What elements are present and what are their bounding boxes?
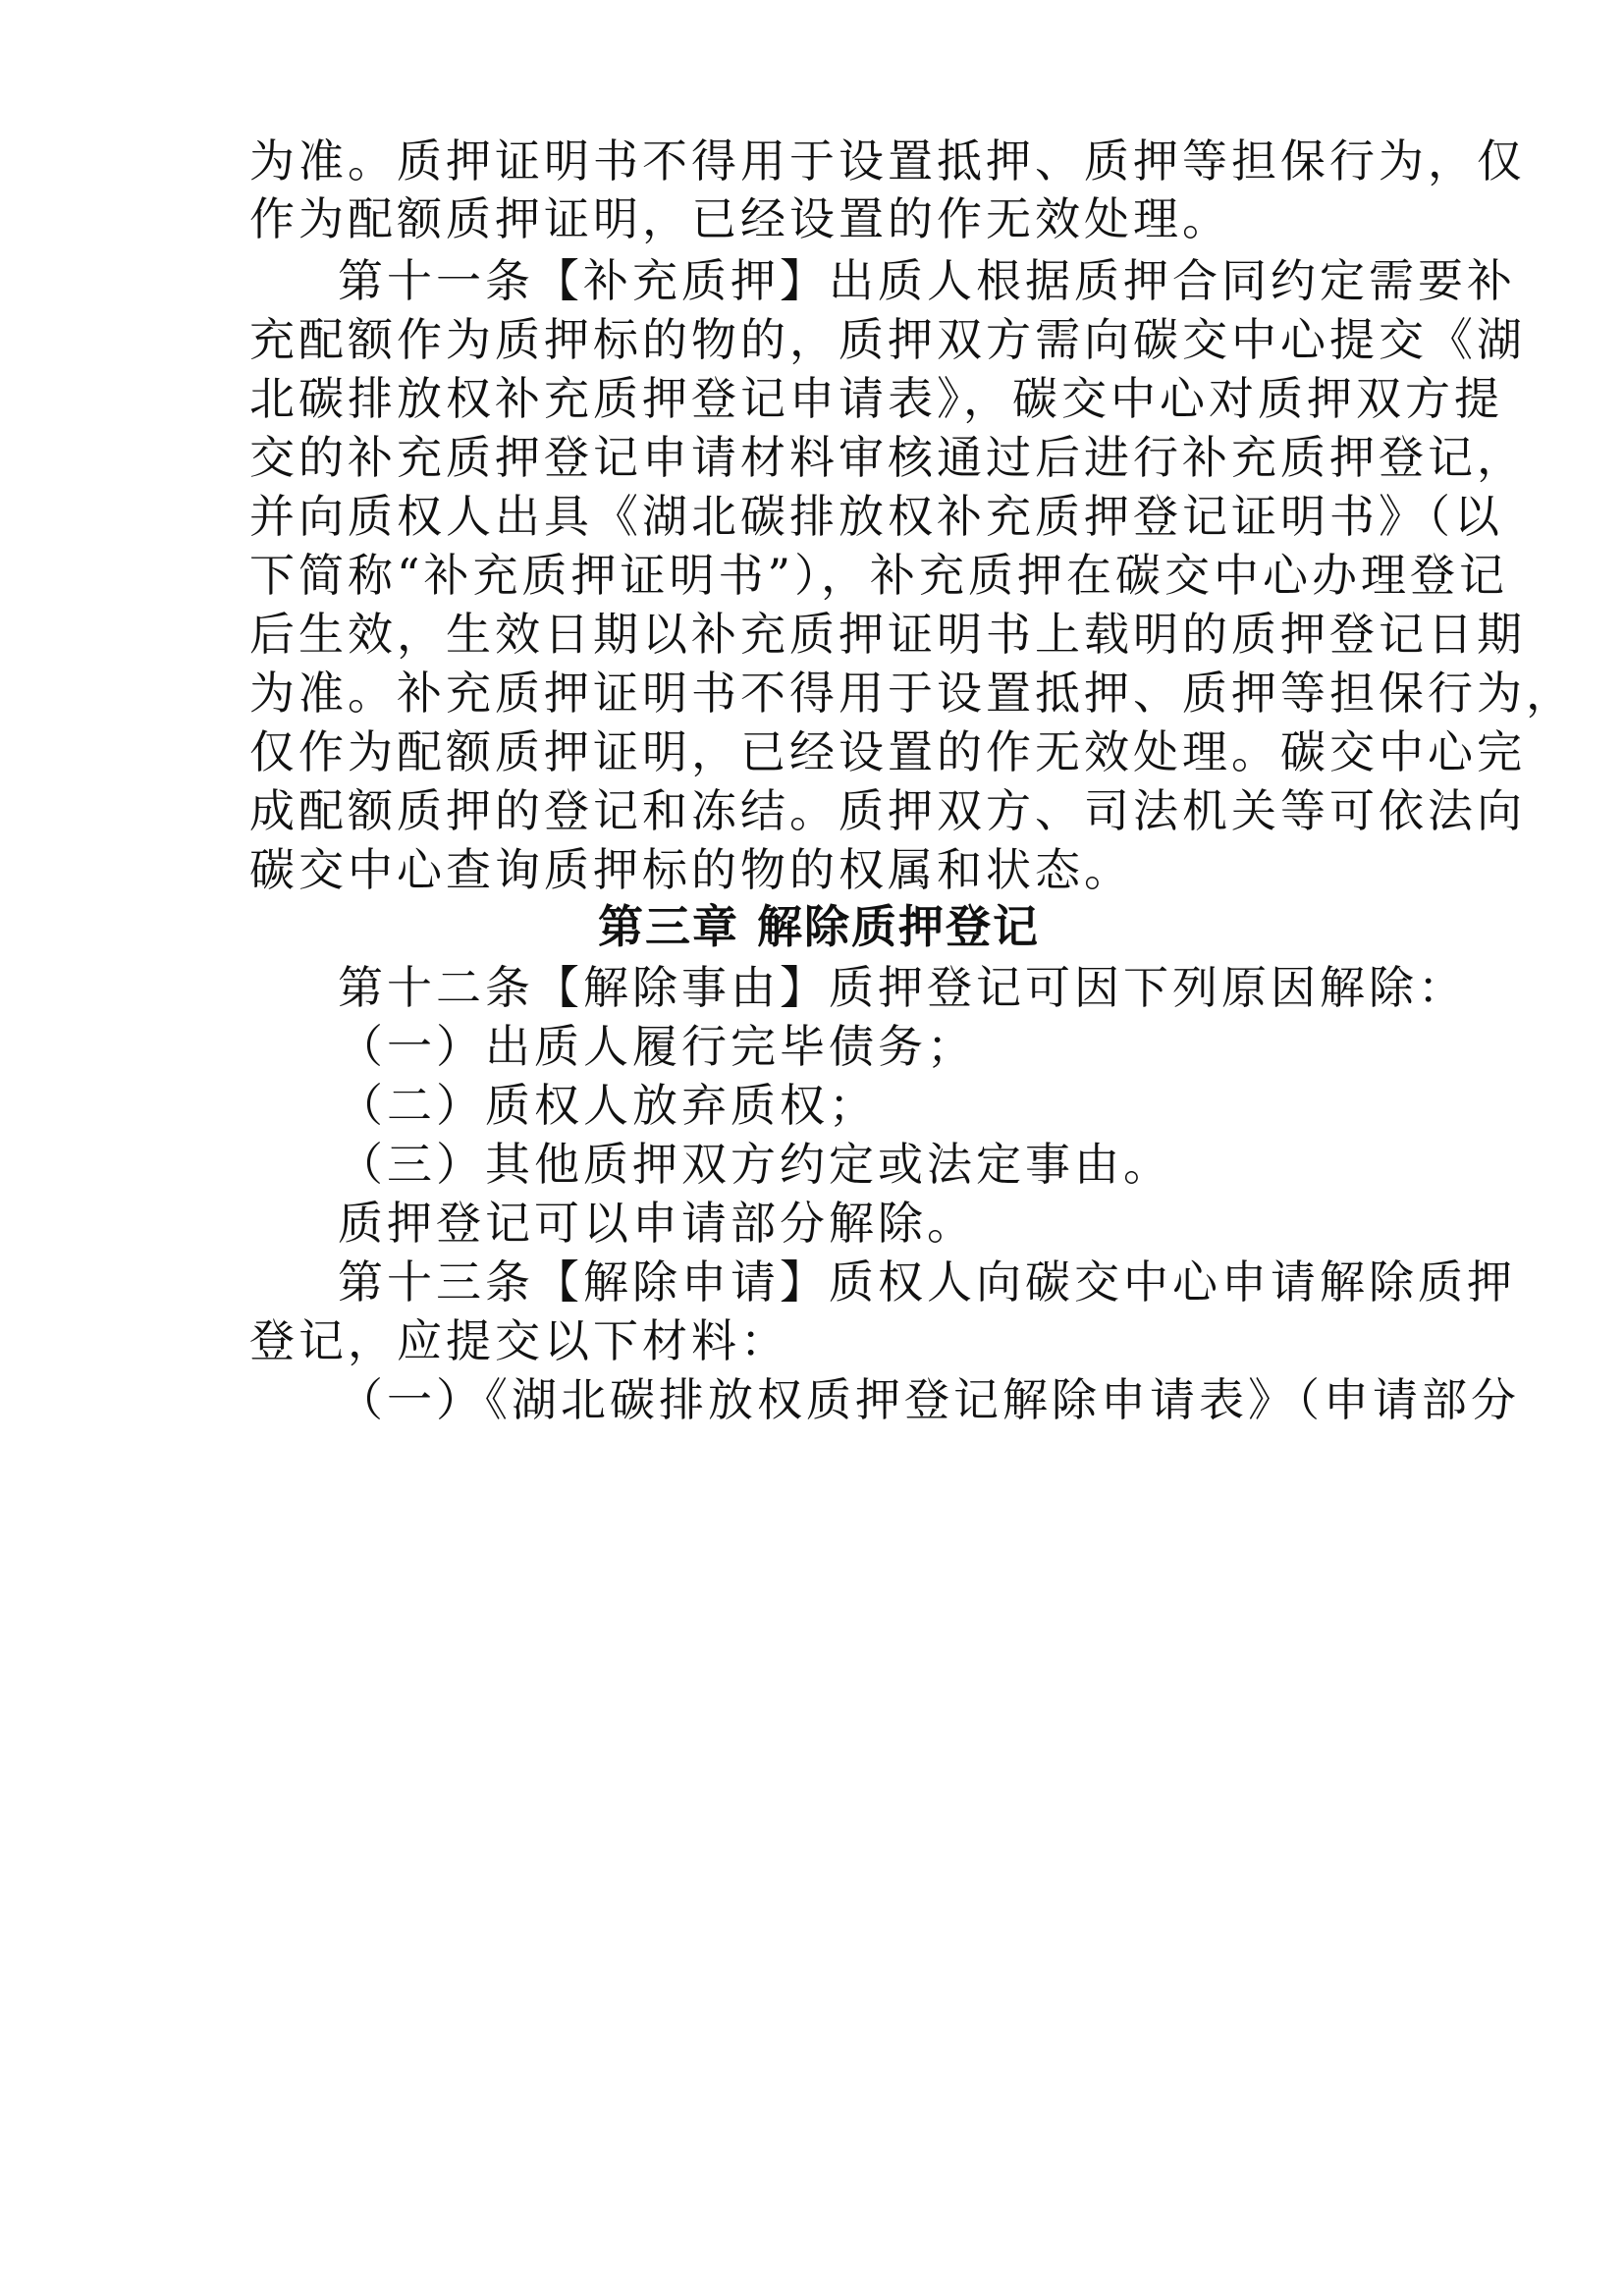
paragraph-line: 作为配额质押证明，已经设置的作无效处理。 [249, 192, 1231, 245]
paragraph-line: 仅作为配额质押证明，已经设置的作无效处理。碳交中心完 [249, 725, 1526, 778]
paragraph-line: 充配额作为质押标的物的，质押双方需向碳交中心提交《湖 [249, 313, 1526, 366]
list-item: （一）出质人履行完毕债务； [338, 1020, 976, 1073]
article-13-line: 第十三条【解除申请】质权人向碳交中心申请解除质押 [338, 1255, 1516, 1308]
paragraph-line: 并向质权人出具《湖北碳排放权补充质押登记证明书》（以 [249, 490, 1503, 543]
paragraph-line: 为准。质押证明书不得用于设置抵押、质押等担保行为，仅 [249, 134, 1526, 187]
paragraph-line: 为准。补充质押证明书不得用于设置抵押、质押等担保行为， [249, 667, 1575, 720]
paragraph-line: 成配额质押的登记和冻结。质押双方、司法机关等可依法向 [249, 784, 1526, 837]
list-item: （一）《湖北碳排放权质押登记解除申请表》（申请部分 [338, 1373, 1520, 1426]
article-12-line: 第十二条【解除事由】质押登记可因下列原因解除： [338, 961, 1467, 1014]
paragraph-line: 北碳排放权补充质押登记申请表》，碳交中心对质押双方提 [249, 372, 1503, 425]
list-item: （三）其他质押双方约定或法定事由。 [338, 1138, 1172, 1191]
paragraph-line: 碳交中心查询质押标的物的权属和状态。 [249, 843, 1133, 896]
paragraph-line: 交的补充质押登记申请材料审核通过后进行补充质押登记， [249, 431, 1526, 484]
paragraph-line: 后生效，生效日期以补充质押证明书上载明的质押登记日期 [249, 608, 1526, 661]
paragraph-line: 下简称“补充质押证明书”），补充质押在碳交中心办理登记 [249, 549, 1509, 602]
list-item: （二）质权人放弃质权； [338, 1079, 878, 1132]
paragraph-line: 质押登记可以申请部分解除。 [338, 1197, 976, 1250]
article-11-heading-line: 第十一条【补充质押】出质人根据质押合同约定需要补 [338, 254, 1516, 307]
paragraph-line: 登记，应提交以下材料： [249, 1314, 789, 1367]
chapter-heading: 第三章 解除质押登记 [597, 900, 1040, 953]
